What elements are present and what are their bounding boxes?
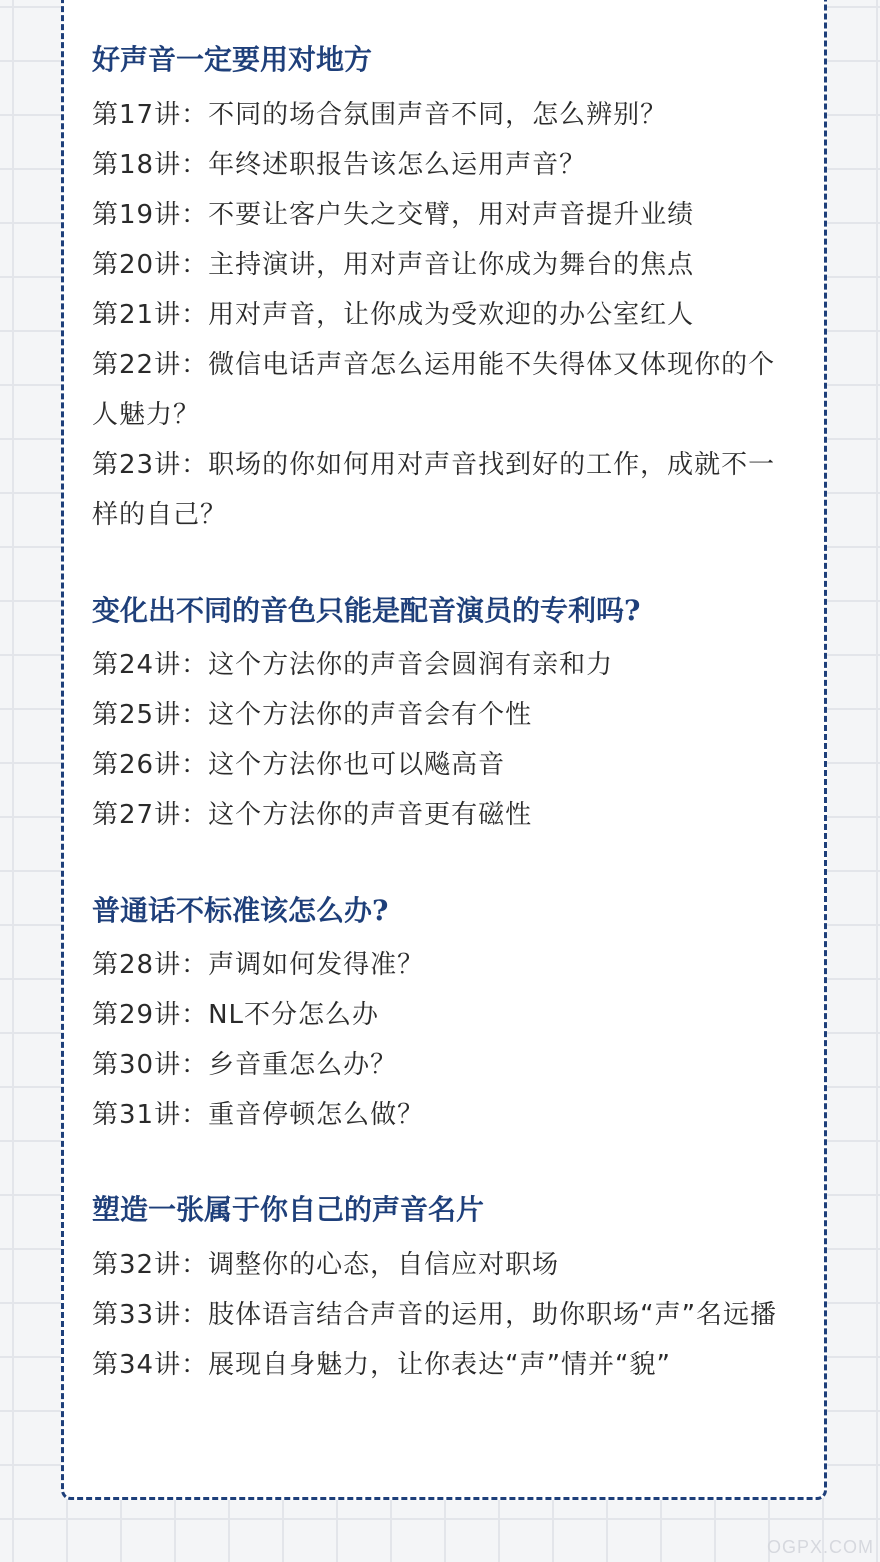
- lecture-number: 第17讲：: [92, 100, 209, 130]
- lecture-title: 乡音重怎么办？: [208, 1050, 398, 1080]
- watermark: OGPX.COM: [766, 1537, 874, 1557]
- lecture-number: 第19讲：: [92, 200, 209, 230]
- lecture-number: 第34讲：: [92, 1350, 209, 1380]
- lecture-title: 这个方法你的声音会有个性: [208, 700, 533, 730]
- lecture-item: [92, 190, 802, 240]
- lecture-item: [92, 1290, 802, 1340]
- lecture-title: 不同的场合氛围声音不同，怎么辨别？: [208, 100, 668, 130]
- lecture-number: 第18讲：: [92, 150, 209, 180]
- section-title: 变化出不同的音色只能是配音演员的专利吗?: [92, 594, 641, 627]
- lecture-item: [92, 1340, 802, 1390]
- lecture-item: [92, 90, 802, 140]
- lecture-item: [92, 1240, 802, 1290]
- lecture-item: [92, 740, 802, 790]
- lecture-item: [92, 940, 802, 990]
- lecture-list: [92, 1240, 802, 1390]
- lecture-title: 声调如何发得准？: [208, 950, 425, 980]
- lecture-item: [92, 640, 802, 690]
- lecture-number: 第30讲：: [92, 1050, 209, 1080]
- lecture-number: 第20讲：: [92, 250, 209, 280]
- lecture-item: [92, 440, 802, 540]
- lecture-title: 这个方法你的声音更有磁性: [208, 800, 533, 830]
- section-title: 好声音一定要用对地方: [92, 43, 373, 76]
- lecture-title: 不要让客户失之交臂，用对声音提升业绩: [208, 200, 695, 230]
- lecture-item: [92, 340, 802, 440]
- lecture-list: [92, 940, 802, 1140]
- lecture-item: [92, 290, 802, 340]
- lecture-title: 这个方法你的声音会圆润有亲和力: [208, 650, 614, 680]
- lecture-number: 第24讲：: [92, 650, 209, 680]
- lecture-item: [92, 690, 802, 740]
- lecture-number: 第23讲：: [92, 450, 209, 480]
- lecture-number: 第33讲：: [92, 1300, 209, 1330]
- lecture-item: [92, 240, 802, 290]
- lecture-number: 第25讲：: [92, 700, 209, 730]
- lecture-item: [92, 790, 802, 840]
- lecture-title: 重音停顿怎么做？: [208, 1100, 425, 1130]
- lecture-number: 第31讲：: [92, 1100, 209, 1130]
- lecture-item: [92, 1040, 802, 1090]
- lecture-number: 第22讲：: [92, 350, 209, 380]
- lecture-list: [92, 640, 802, 840]
- lecture-item: [92, 1090, 802, 1140]
- lecture-number: 第32讲：: [92, 1250, 209, 1280]
- lecture-item: [92, 140, 802, 190]
- lecture-title: 年终述职报告该怎么运用声音？: [208, 150, 587, 180]
- lecture-title: 这个方法你也可以飚高音: [208, 750, 506, 780]
- lecture-title: 用对声音，让你成为受欢迎的办公室红人: [208, 300, 695, 330]
- lecture-number: 第21讲：: [92, 300, 209, 330]
- lecture-title: 主持演讲，用对声音让你成为舞台的焦点: [208, 250, 695, 280]
- section-title: 普通话不标准该怎么办?: [92, 894, 389, 927]
- lecture-number: 第26讲：: [92, 750, 209, 780]
- lecture-title: NL不分怎么办: [208, 1000, 380, 1030]
- lecture-list: [92, 90, 802, 540]
- lecture-title: 调整你的心态，自信应对职场: [208, 1250, 560, 1280]
- lecture-title: 职场的你如何用对声音找到好的工作，成就不一样的自己？: [92, 450, 776, 530]
- lecture-title: 微信电话声音怎么运用能不失得体又体现你的个人魅力？: [92, 350, 776, 430]
- lecture-number: 第28讲：: [92, 950, 209, 980]
- lecture-title: 展现自身魅力，让你表达“声”情并“貌”: [208, 1350, 671, 1380]
- section-title: 塑造一张属于你自己的声音名片: [92, 1193, 485, 1226]
- lecture-title: 肢体语言结合声音的运用，助你职场“声”名远播: [208, 1300, 778, 1330]
- lecture-number: 第29讲：: [92, 1000, 209, 1030]
- lecture-number: 第27讲：: [92, 800, 209, 830]
- lecture-item: [92, 990, 802, 1040]
